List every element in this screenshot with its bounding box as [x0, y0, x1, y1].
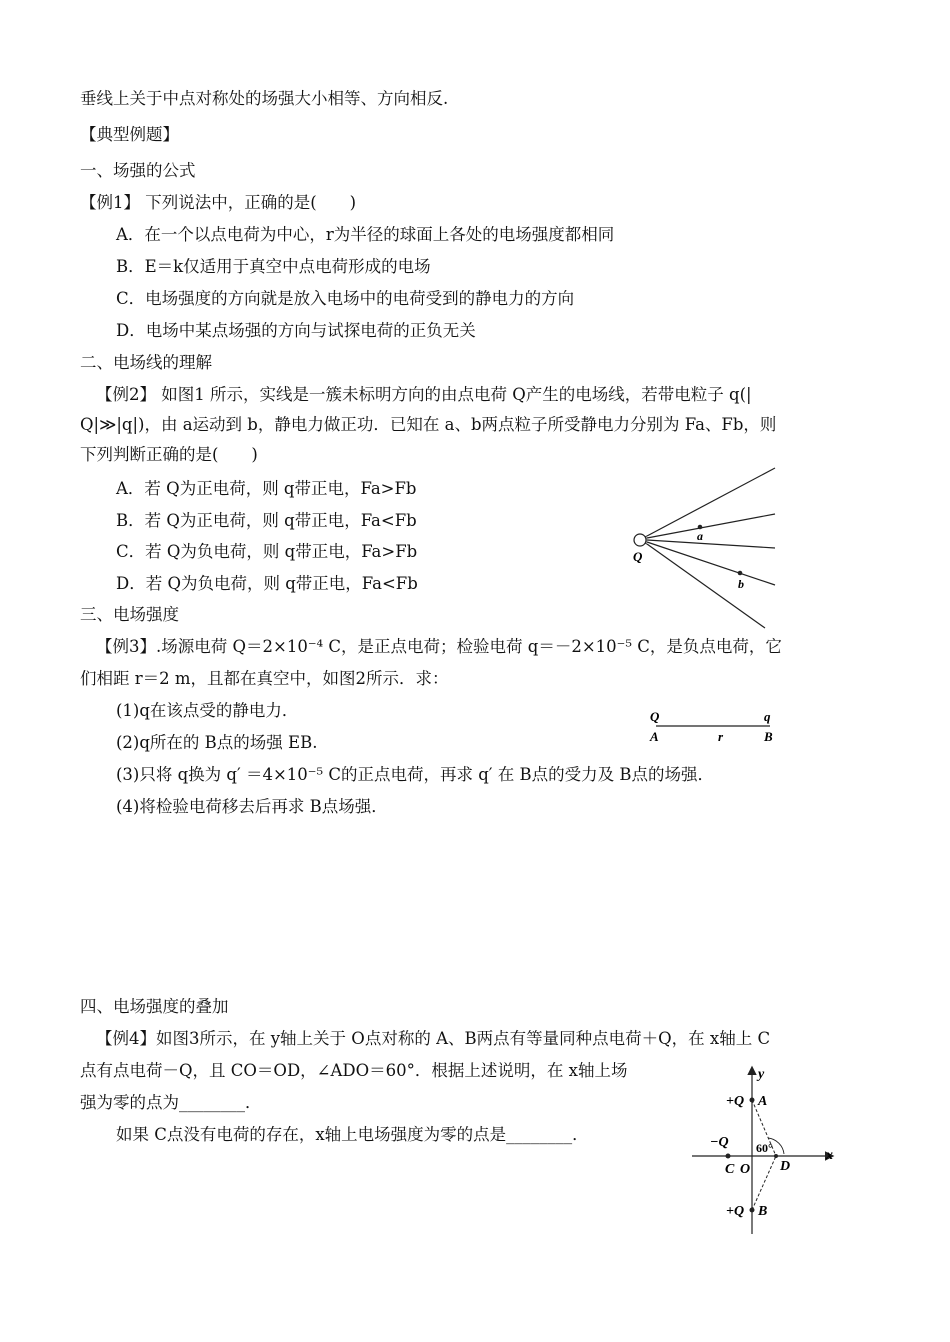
example-2-option-b: B．若 Q为正电荷，则 q带正电，Fa<Fb — [116, 511, 417, 530]
field-line-4 — [647, 542, 775, 585]
label-O: O — [740, 1162, 751, 1177]
example-3-question-3: (3)只将 q换为 q′ ＝4×10⁻⁵ C的正点电荷，再求 q′ 在 B点的受力及 B点的场强． — [116, 765, 715, 784]
figure-2-charges — [640, 706, 790, 746]
section-3-title: 三、电场强度 — [80, 605, 179, 624]
example-2-option-d: D．若 Q为负电荷，则 q带正电，Fa<Fb — [116, 574, 418, 593]
label-plusQ-B: +Q — [726, 1204, 745, 1219]
example-1-option-a: A．在一个以点电荷为中心，r为半径的球面上各处的电场强度都相同 — [116, 225, 615, 244]
point-C — [726, 1154, 731, 1159]
example-3-line-1: 【例3】.场源电荷 Q＝2×10⁻⁴ C，是正点电荷；检验电荷 q＝－2×10⁻⁵ C，是负点电荷，它 — [96, 637, 782, 656]
point-b — [738, 571, 743, 576]
label-y: y — [758, 1067, 765, 1082]
example-2-line-2: Q|≫|q|)，由 a运动到 b，静电力做正功．已知在 a、b两点粒子所受静电力分别为 Fa、Fb，则 — [80, 415, 777, 434]
line-B-D — [752, 1156, 776, 1210]
example-3-question-1: (1)q在该点受的静电力． — [116, 701, 299, 720]
example-1-stem: 【例1】 下列说法中，正确的是( ) — [80, 193, 357, 212]
label-A: A — [650, 729, 659, 744]
label-A: A — [758, 1094, 768, 1109]
example-2-option-a: A．若 Q为正电荷，则 q带正电，Fa>Fb — [116, 479, 417, 498]
label-angle: 60° — [756, 1141, 773, 1155]
label-q: q — [764, 709, 771, 724]
section-2-title: 二、电场线的理解 — [80, 353, 212, 372]
label-b: b — [738, 577, 744, 591]
field-line-3 — [647, 540, 775, 548]
point-A — [750, 1098, 755, 1103]
label-x: x — [826, 1148, 833, 1163]
heading-typical-examples: 【典型例题】 — [80, 125, 179, 144]
point-charge-Q — [634, 534, 646, 546]
example-2-line-3: 下列判断正确的是( ) — [80, 445, 258, 464]
example-2-line-1: 【例2】 如图1 所示，实线是一簇未标明方向的由点电荷 Q产生的电场线，若带电粒子 q(| — [96, 385, 752, 404]
label-B: B — [758, 1204, 768, 1219]
example-1-option-c: C．电场强度的方向就是放入电场中的电荷受到的静电力的方向 — [116, 289, 575, 308]
example-3-question-2: (2)q所在的 B点的场强 EB. — [116, 733, 318, 752]
example-3-line-2: 们相距 r＝2 m，且都在真空中，如图2所示．求： — [80, 669, 449, 688]
point-D — [774, 1154, 778, 1158]
point-B — [750, 1208, 755, 1213]
example-4-line-3: 强为零的点为________． — [80, 1093, 262, 1112]
example-1-option-d: D．电场中某点场强的方向与试探电荷的正负无关 — [116, 321, 476, 340]
label-D: D — [780, 1159, 791, 1174]
label-r: r — [718, 729, 724, 744]
label-plusQ-A: +Q — [726, 1094, 745, 1109]
figure-1-field-lines — [620, 460, 790, 635]
section-4-title: 四、电场强度的叠加 — [80, 997, 229, 1016]
label-Q: Q — [650, 709, 660, 724]
intro-line: 垂线上关于中点对称处的场强大小相等、方向相反. — [80, 89, 449, 108]
example-4-line-1: 【例4】如图3所示，在 y轴上关于 O点对称的 A、B两点有等量同种点电荷＋Q，在 x轴上 C — [96, 1029, 771, 1048]
example-4-line-2: 点有点电荷－Q，且 CO＝OD，∠ADO＝60°．根据上述说明，在 x轴上场 — [80, 1061, 628, 1080]
label-minusQ: −Q — [710, 1135, 729, 1150]
example-2-option-c: C．若 Q为负电荷，则 q带正电，Fa>Fb — [116, 542, 418, 561]
example-4-line-4: 如果 C点没有电荷的存在，x轴上电场强度为零的点是________． — [116, 1125, 589, 1144]
field-line-5 — [647, 544, 765, 628]
example-3-question-4: (4)将检验电荷移去后再求 B点场强． — [116, 797, 388, 816]
section-1-title: 一、场强的公式 — [80, 161, 196, 180]
example-1-option-b: B．E＝k仅适用于真空中点电荷形成的电场 — [116, 257, 431, 276]
label-C: C — [725, 1162, 735, 1177]
label-Q: Q — [633, 549, 643, 564]
label-a: a — [697, 529, 703, 543]
figure-3-axes — [690, 1062, 850, 1242]
label-B: B — [764, 729, 773, 744]
